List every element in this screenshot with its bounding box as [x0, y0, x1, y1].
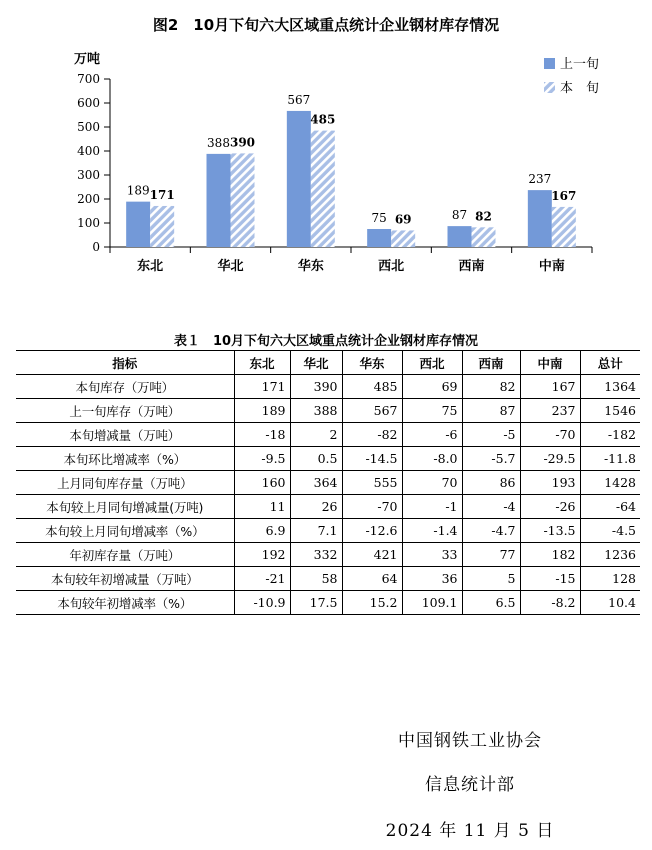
- table-row: [16, 447, 640, 471]
- bar-current: [231, 153, 255, 247]
- y-tick-label: 0: [92, 240, 100, 254]
- table-cell: -182: [580, 423, 640, 447]
- footer-date: 2024 年 11 月 5 日: [385, 821, 555, 841]
- table-cell: 332: [290, 543, 342, 567]
- table-cell: -9.5: [234, 447, 290, 471]
- table-cell: 1364: [580, 375, 640, 399]
- column-header: 总计: [580, 351, 640, 375]
- row-label: 本旬较年初增减率（%）: [16, 591, 234, 615]
- table-cell: 1236: [580, 543, 640, 567]
- table-cell: 1428: [580, 471, 640, 495]
- table-cell: -12.6: [342, 519, 402, 543]
- table-cell: -14.5: [342, 447, 402, 471]
- table-row: [16, 375, 640, 399]
- y-tick-label: 700: [77, 72, 100, 86]
- table-cell: 7.1: [290, 519, 342, 543]
- table-row: [16, 543, 640, 567]
- table-cell: -5.7: [462, 447, 520, 471]
- table-cell: 0.5: [290, 447, 342, 471]
- y-tick-label: 600: [77, 96, 100, 110]
- row-label: 上月同旬库存量（万吨）: [16, 471, 234, 495]
- x-tick-label: 中南: [538, 259, 565, 274]
- bar-current: [552, 207, 576, 247]
- table-cell: -82: [342, 423, 402, 447]
- data-label: 189: [126, 183, 150, 198]
- legend-swatch: [544, 82, 555, 93]
- table-cell: 5: [462, 567, 520, 591]
- table-cell: 555: [342, 471, 402, 495]
- x-tick-label: 华北: [217, 259, 244, 274]
- column-header: 西南: [462, 351, 520, 375]
- y-tick-label: 200: [77, 192, 100, 206]
- table-cell: -11.8: [580, 447, 640, 471]
- table-cell: 87: [462, 399, 520, 423]
- column-header: 指标: [16, 351, 234, 375]
- x-tick-label: 西北: [378, 259, 405, 274]
- bar-previous: [528, 190, 552, 247]
- table-row: [16, 591, 640, 615]
- column-header: 华北: [290, 351, 342, 375]
- bar-previous: [126, 202, 150, 247]
- table-cell: -4: [462, 495, 520, 519]
- table-cell: -4.7: [462, 519, 520, 543]
- table-cell: 26: [290, 495, 342, 519]
- legend-label: 本 旬: [560, 81, 600, 96]
- row-label: 本旬环比增减率（%）: [16, 447, 234, 471]
- y-tick-label: 400: [77, 144, 100, 158]
- table-cell: -15: [520, 567, 580, 591]
- data-label: 75: [371, 211, 387, 225]
- table-cell: -21: [234, 567, 290, 591]
- table-cell: 77: [462, 543, 520, 567]
- bar-chart: [0, 0, 652, 300]
- table-cell: -4.5: [580, 519, 640, 543]
- table-cell: -5: [462, 423, 520, 447]
- table-cell: 167: [520, 375, 580, 399]
- table-cell: 390: [290, 375, 342, 399]
- table-cell: 160: [234, 471, 290, 495]
- table-cell: 75: [402, 399, 462, 423]
- table-row: [16, 567, 640, 591]
- bar-current: [150, 206, 174, 247]
- table-row: [16, 495, 640, 519]
- column-header: 西北: [402, 351, 462, 375]
- row-label: 本旬较上月同旬增减量(万吨): [16, 495, 234, 519]
- footer-dept: 信息统计部: [425, 775, 515, 795]
- table-cell: -29.5: [520, 447, 580, 471]
- inventory-table: [16, 350, 640, 615]
- row-label: 本旬较年初增减量（万吨）: [16, 567, 234, 591]
- x-tick-label: 华东: [297, 259, 324, 274]
- table-cell: -8.0: [402, 447, 462, 471]
- table-cell: -18: [234, 423, 290, 447]
- table-cell: 192: [234, 543, 290, 567]
- data-label: 237: [528, 172, 552, 187]
- table-cell: 64: [342, 567, 402, 591]
- bar-previous: [287, 111, 311, 247]
- table-cell: 6.9: [234, 519, 290, 543]
- table-cell: -26: [520, 495, 580, 519]
- table-cell: 182: [520, 543, 580, 567]
- data-label: 388: [207, 135, 230, 150]
- data-label: 390: [229, 135, 256, 150]
- table-cell: 189: [234, 399, 290, 423]
- table-cell: 11: [234, 495, 290, 519]
- table-header-row: [16, 351, 640, 375]
- table-cell: 128: [580, 567, 640, 591]
- table-cell: 69: [402, 375, 462, 399]
- data-label: 567: [287, 92, 311, 107]
- x-tick-label: 西南: [458, 259, 485, 274]
- data-label: 69: [394, 212, 412, 227]
- table-cell: -6: [402, 423, 462, 447]
- table-cell: 109.1: [402, 591, 462, 615]
- bar-current: [311, 131, 335, 247]
- data-label: 485: [310, 112, 336, 127]
- table-cell: 70: [402, 471, 462, 495]
- legend-label: 上一旬: [560, 57, 600, 72]
- data-label: 82: [475, 209, 492, 224]
- table-cell: 171: [234, 375, 290, 399]
- row-label: 上一旬库存（万吨）: [16, 399, 234, 423]
- footer-org: 中国钢铁工业协会: [398, 731, 542, 751]
- table-cell: 485: [342, 375, 402, 399]
- column-header: 中南: [520, 351, 580, 375]
- chart-title: 图2 10月下旬六大区域重点统计企业钢材库存情况: [152, 16, 500, 34]
- table-cell: 36: [402, 567, 462, 591]
- table-row: [16, 519, 640, 543]
- bar-previous: [207, 154, 231, 247]
- table-cell: 2: [290, 423, 342, 447]
- bar-previous: [448, 226, 472, 247]
- table-cell: 388: [290, 399, 342, 423]
- table-cell: 58: [290, 567, 342, 591]
- table-cell: -13.5: [520, 519, 580, 543]
- table-row: [16, 471, 640, 495]
- table-cell: 193: [520, 471, 580, 495]
- row-label: 本旬增减量（万吨）: [16, 423, 234, 447]
- bar-current: [391, 230, 415, 247]
- y-tick-label: 500: [77, 120, 100, 134]
- data-label: 171: [149, 187, 175, 202]
- table-cell: -1: [402, 495, 462, 519]
- table-cell: -70: [342, 495, 402, 519]
- table-cell: 86: [462, 471, 520, 495]
- bar-previous: [367, 229, 391, 247]
- row-label: 年初库存量（万吨）: [16, 543, 234, 567]
- table-cell: -10.9: [234, 591, 290, 615]
- table-cell: 1546: [580, 399, 640, 423]
- table-cell: 421: [342, 543, 402, 567]
- table-row: [16, 399, 640, 423]
- y-tick-label: 100: [77, 216, 100, 230]
- column-header: 华东: [342, 351, 402, 375]
- table-cell: 364: [290, 471, 342, 495]
- table-cell: 567: [342, 399, 402, 423]
- table-cell: 17.5: [290, 591, 342, 615]
- table-cell: -1.4: [402, 519, 462, 543]
- row-label: 本旬较上月同旬增减率（%）: [16, 519, 234, 543]
- table-cell: -8.2: [520, 591, 580, 615]
- table-cell: -70: [520, 423, 580, 447]
- y-axis-label: 万吨: [74, 52, 101, 67]
- table-cell: 33: [402, 543, 462, 567]
- y-tick-label: 300: [77, 168, 100, 182]
- table-cell: 6.5: [462, 591, 520, 615]
- column-header: 东北: [234, 351, 290, 375]
- table-cell: -64: [580, 495, 640, 519]
- legend-swatch: [544, 58, 555, 69]
- table-cell: 237: [520, 399, 580, 423]
- data-label: 167: [551, 188, 577, 203]
- table-row: [16, 423, 640, 447]
- table-title: 表１ 10月下旬六大区域重点统计企业钢材库存情况: [173, 334, 479, 349]
- table-cell: 15.2: [342, 591, 402, 615]
- row-label: 本旬库存（万吨）: [16, 375, 234, 399]
- table-cell: 10.4: [580, 591, 640, 615]
- table-cell: 82: [462, 375, 520, 399]
- data-label: 87: [451, 208, 468, 223]
- bar-current: [472, 227, 496, 247]
- x-tick-label: 东北: [137, 259, 164, 274]
